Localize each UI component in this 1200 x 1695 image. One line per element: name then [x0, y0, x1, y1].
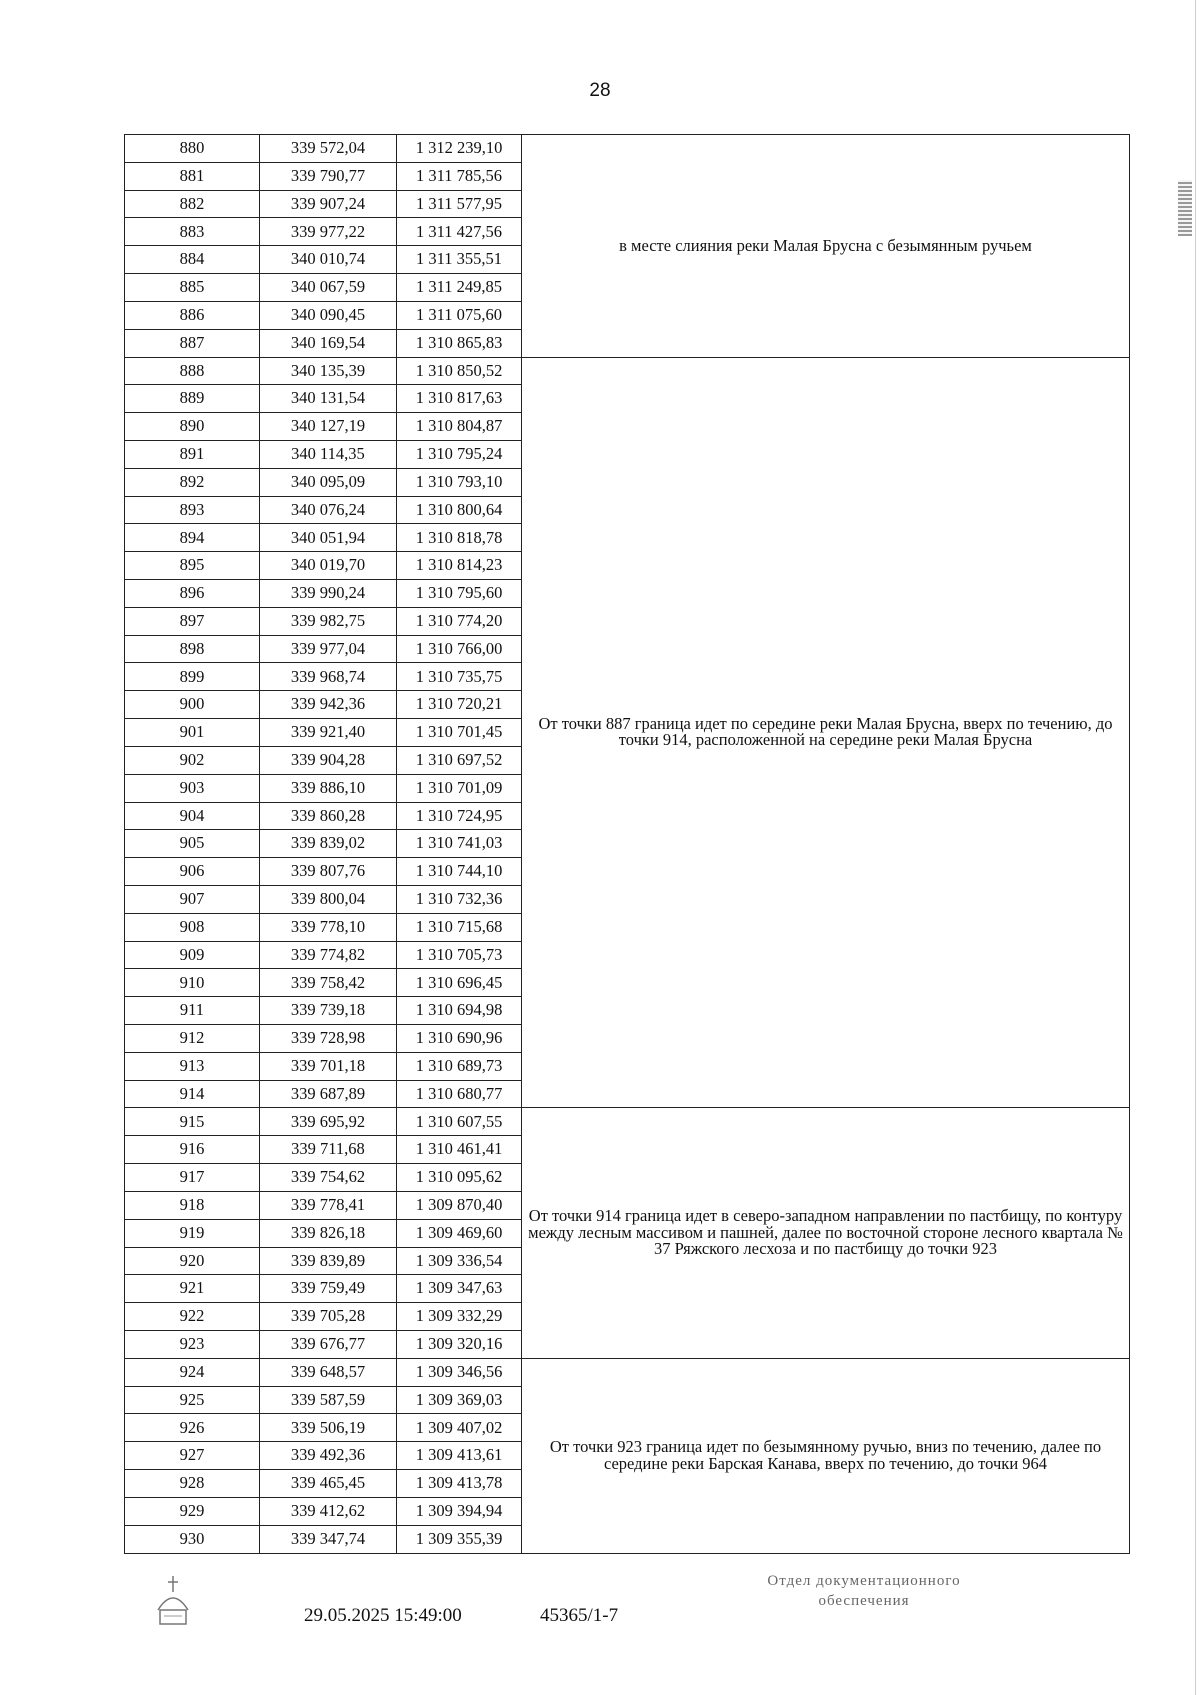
- footer-datetime: 29.05.2025 15:49:00: [304, 1605, 462, 1626]
- boundary-description: в месте слияния реки Малая Брусна с безымянным ручьем: [522, 135, 1130, 358]
- coord-y: 1 310 817,63: [397, 385, 522, 413]
- coord-x: 339 728,98: [260, 1025, 397, 1053]
- point-number: 905: [125, 830, 260, 858]
- coord-y: 1 310 720,21: [397, 691, 522, 719]
- coord-y: 1 309 870,40: [397, 1191, 522, 1219]
- point-number: 906: [125, 858, 260, 886]
- point-number: 887: [125, 329, 260, 357]
- coord-y: 1 311 577,95: [397, 190, 522, 218]
- coord-x: 339 506,19: [260, 1414, 397, 1442]
- coord-y: 1 310 795,60: [397, 580, 522, 608]
- coord-x: 339 977,04: [260, 635, 397, 663]
- coord-x: 340 019,70: [260, 552, 397, 580]
- coord-x: 339 886,10: [260, 774, 397, 802]
- point-number: 907: [125, 885, 260, 913]
- coord-x: 339 907,24: [260, 190, 397, 218]
- coord-y: 1 310 701,09: [397, 774, 522, 802]
- point-number: 886: [125, 301, 260, 329]
- point-number: 924: [125, 1358, 260, 1386]
- table-row: [125, 135, 1130, 163]
- coord-y: 1 309 413,61: [397, 1442, 522, 1470]
- point-number: 928: [125, 1470, 260, 1498]
- point-number: 915: [125, 1108, 260, 1136]
- point-number: 911: [125, 997, 260, 1025]
- boundary-description: От точки 914 граница идет в северо-западном направлении по пастбищу, по контуру между лесным массивом и пашней, далее по восточной стороне лесного квартала № 37 Ряжского лесхоза и по пастбищу до точки 923: [522, 1108, 1130, 1358]
- coord-x: 339 347,74: [260, 1525, 397, 1553]
- coord-x: 340 090,45: [260, 301, 397, 329]
- point-number: 904: [125, 802, 260, 830]
- coord-y: 1 310 724,95: [397, 802, 522, 830]
- coord-y: 1 310 715,68: [397, 913, 522, 941]
- point-number: 880: [125, 135, 260, 163]
- coord-x: 339 807,76: [260, 858, 397, 886]
- coord-y: 1 309 394,94: [397, 1497, 522, 1525]
- coord-x: 339 774,82: [260, 941, 397, 969]
- point-number: 923: [125, 1330, 260, 1358]
- coord-y: 1 312 239,10: [397, 135, 522, 163]
- coord-x: 339 790,77: [260, 162, 397, 190]
- point-number: 912: [125, 1025, 260, 1053]
- coord-y: 1 310 800,64: [397, 496, 522, 524]
- boundary-description: От точки 923 граница идет по безымянному ручью, вниз по течению, далее по середине реки Барская Канава, вверх по течению, до точки 964: [522, 1358, 1130, 1553]
- point-number: 914: [125, 1080, 260, 1108]
- coord-y: 1 311 075,60: [397, 301, 522, 329]
- emblem-icon: [150, 1570, 196, 1628]
- point-number: 922: [125, 1303, 260, 1331]
- point-number: 890: [125, 413, 260, 441]
- coord-x: 340 095,09: [260, 468, 397, 496]
- table-row: [125, 1358, 1130, 1386]
- coord-x: 340 114,35: [260, 440, 397, 468]
- coord-y: 1 309 332,29: [397, 1303, 522, 1331]
- coord-y: 1 309 346,56: [397, 1358, 522, 1386]
- coord-y: 1 309 469,60: [397, 1219, 522, 1247]
- coord-y: 1 310 461,41: [397, 1136, 522, 1164]
- coord-x: 339 695,92: [260, 1108, 397, 1136]
- coord-y: 1 310 697,52: [397, 746, 522, 774]
- coord-x: 339 687,89: [260, 1080, 397, 1108]
- coord-y: 1 309 347,63: [397, 1275, 522, 1303]
- coord-x: 339 701,18: [260, 1052, 397, 1080]
- coord-y: 1 310 696,45: [397, 969, 522, 997]
- point-number: 895: [125, 552, 260, 580]
- point-number: 927: [125, 1442, 260, 1470]
- point-number: 896: [125, 580, 260, 608]
- coord-y: 1 311 785,56: [397, 162, 522, 190]
- department-stamp: [714, 1572, 1014, 1611]
- scan-edge-line: [1195, 0, 1196, 1695]
- point-number: 921: [125, 1275, 260, 1303]
- coord-y: 1 310 818,78: [397, 524, 522, 552]
- coord-x: 339 977,22: [260, 218, 397, 246]
- coord-x: 339 711,68: [260, 1136, 397, 1164]
- boundary-description: От точки 887 граница идет по середине реки Малая Брусна, вверх по течению, до точки 914, расположенной на середине реки Малая Брусна: [522, 357, 1130, 1108]
- footer-reg-number: 45365/1-7: [540, 1605, 619, 1626]
- coord-x: 340 010,74: [260, 246, 397, 274]
- coord-y: 1 310 741,03: [397, 830, 522, 858]
- stamp-line-2: обеспечения: [818, 1592, 910, 1609]
- point-number: 900: [125, 691, 260, 719]
- coord-y: 1 310 735,75: [397, 663, 522, 691]
- coord-y: 1 310 732,36: [397, 885, 522, 913]
- coord-y: 1 310 607,55: [397, 1108, 522, 1136]
- coord-x: 339 587,59: [260, 1386, 397, 1414]
- point-number: 918: [125, 1191, 260, 1219]
- point-number: 888: [125, 357, 260, 385]
- coord-x: 340 135,39: [260, 357, 397, 385]
- coord-x: 339 705,28: [260, 1303, 397, 1331]
- point-number: 926: [125, 1414, 260, 1442]
- point-number: 893: [125, 496, 260, 524]
- point-number: 930: [125, 1525, 260, 1553]
- coord-y: 1 310 850,52: [397, 357, 522, 385]
- coord-x: 339 572,04: [260, 135, 397, 163]
- point-number: 913: [125, 1052, 260, 1080]
- coord-x: 339 839,89: [260, 1247, 397, 1275]
- point-number: 920: [125, 1247, 260, 1275]
- coord-x: 339 465,45: [260, 1470, 397, 1498]
- coord-y: 1 310 744,10: [397, 858, 522, 886]
- coord-x: 339 778,10: [260, 913, 397, 941]
- stamp-line-1: Отдел документационного: [767, 1573, 961, 1589]
- point-number: 899: [125, 663, 260, 691]
- scan-barcode-mark: [1178, 180, 1192, 236]
- coord-x: 339 412,62: [260, 1497, 397, 1525]
- coord-x: 339 676,77: [260, 1330, 397, 1358]
- coord-x: 339 904,28: [260, 746, 397, 774]
- coord-x: 340 051,94: [260, 524, 397, 552]
- point-number: 929: [125, 1497, 260, 1525]
- coord-y: 1 311 427,56: [397, 218, 522, 246]
- coordinates-table: [124, 134, 1130, 1554]
- coordinates-table-body: [125, 135, 1130, 1554]
- coord-x: 339 759,49: [260, 1275, 397, 1303]
- coord-y: 1 311 249,85: [397, 274, 522, 302]
- coord-x: 340 076,24: [260, 496, 397, 524]
- coord-x: 339 754,62: [260, 1164, 397, 1192]
- coord-x: 339 990,24: [260, 580, 397, 608]
- coord-x: 339 826,18: [260, 1219, 397, 1247]
- point-number: 910: [125, 969, 260, 997]
- coord-x: 339 839,02: [260, 830, 397, 858]
- coord-y: 1 309 413,78: [397, 1470, 522, 1498]
- coord-y: 1 310 694,98: [397, 997, 522, 1025]
- coord-y: 1 309 369,03: [397, 1386, 522, 1414]
- coord-x: 340 131,54: [260, 385, 397, 413]
- point-number: 925: [125, 1386, 260, 1414]
- point-number: 917: [125, 1164, 260, 1192]
- point-number: 901: [125, 719, 260, 747]
- coord-x: 340 127,19: [260, 413, 397, 441]
- point-number: 908: [125, 913, 260, 941]
- coord-y: 1 311 355,51: [397, 246, 522, 274]
- coord-x: 339 860,28: [260, 802, 397, 830]
- coord-y: 1 310 793,10: [397, 468, 522, 496]
- point-number: 884: [125, 246, 260, 274]
- coord-y: 1 310 795,24: [397, 440, 522, 468]
- coord-y: 1 310 701,45: [397, 719, 522, 747]
- coord-y: 1 310 689,73: [397, 1052, 522, 1080]
- coord-x: 339 492,36: [260, 1442, 397, 1470]
- point-number: 894: [125, 524, 260, 552]
- coord-y: 1 310 774,20: [397, 607, 522, 635]
- coord-y: 1 309 320,16: [397, 1330, 522, 1358]
- coord-x: 339 758,42: [260, 969, 397, 997]
- point-number: 882: [125, 190, 260, 218]
- coord-y: 1 309 336,54: [397, 1247, 522, 1275]
- table-row: [125, 357, 1130, 385]
- coord-x: 339 739,18: [260, 997, 397, 1025]
- coord-x: 339 982,75: [260, 607, 397, 635]
- coord-y: 1 309 407,02: [397, 1414, 522, 1442]
- point-number: 892: [125, 468, 260, 496]
- coord-x: 339 968,74: [260, 663, 397, 691]
- coord-x: 339 648,57: [260, 1358, 397, 1386]
- coord-x: 339 921,40: [260, 719, 397, 747]
- coord-y: 1 310 705,73: [397, 941, 522, 969]
- point-number: 891: [125, 440, 260, 468]
- point-number: 889: [125, 385, 260, 413]
- point-number: 909: [125, 941, 260, 969]
- point-number: 897: [125, 607, 260, 635]
- point-number: 898: [125, 635, 260, 663]
- coord-y: 1 310 804,87: [397, 413, 522, 441]
- point-number: 916: [125, 1136, 260, 1164]
- coord-x: 339 942,36: [260, 691, 397, 719]
- coord-x: 340 169,54: [260, 329, 397, 357]
- point-number: 903: [125, 774, 260, 802]
- coord-x: 339 800,04: [260, 885, 397, 913]
- coord-y: 1 310 690,96: [397, 1025, 522, 1053]
- point-number: 919: [125, 1219, 260, 1247]
- coord-y: 1 310 814,23: [397, 552, 522, 580]
- coord-y: 1 310 680,77: [397, 1080, 522, 1108]
- coord-y: 1 310 865,83: [397, 329, 522, 357]
- point-number: 902: [125, 746, 260, 774]
- point-number: 883: [125, 218, 260, 246]
- point-number: 881: [125, 162, 260, 190]
- coord-y: 1 309 355,39: [397, 1525, 522, 1553]
- coord-y: 1 310 095,62: [397, 1164, 522, 1192]
- coord-y: 1 310 766,00: [397, 635, 522, 663]
- coordinates-table-wrapper: [124, 134, 1130, 1554]
- coord-x: 339 778,41: [260, 1191, 397, 1219]
- point-number: 885: [125, 274, 260, 302]
- page-number: 28: [589, 80, 611, 101]
- table-row: [125, 1108, 1130, 1136]
- coord-x: 340 067,59: [260, 274, 397, 302]
